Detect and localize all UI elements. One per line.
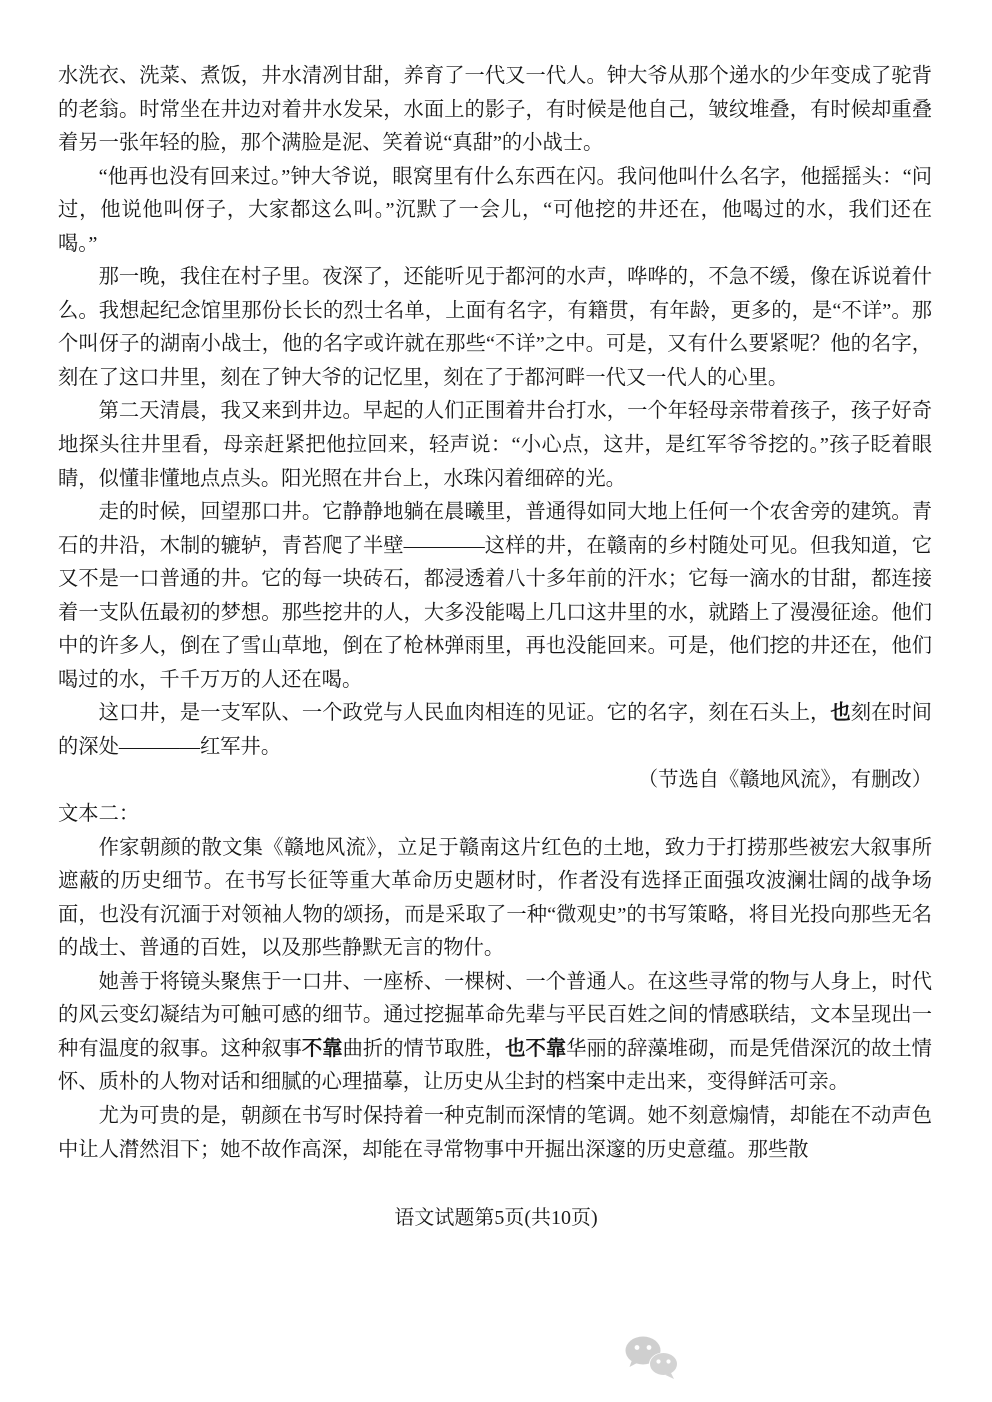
text-run: 刻在时间的深处————红军井。 (58, 702, 932, 758)
para-commentary-2 (58, 966, 932, 1100)
para-commentary-1 (58, 832, 932, 966)
para-well-5 (58, 496, 932, 697)
para-well-6 (58, 697, 932, 764)
page-footer: 语文试题第5页(共10页) (394, 1207, 598, 1229)
emphasis-text: 不靠 (301, 1037, 343, 1060)
text-run: 她善于将镜头聚焦于一口井、一座桥、一棵树、一个普通人。在这些寻常的物与人身上，时代的风云变幻凝结为可触可感的细节。通过挖掘革命先辈与平民百姓之间的情感联结，文本呈现出一种有温度的叙事。这种叙事 (58, 970, 932, 1060)
emphasis-text: 也不靠 (505, 1037, 567, 1060)
text-run: 走的时候，回望那口井。它静静地躺在晨曦里，普通得如同大地上任何一个农舍旁的建筑。青石的井沿，木制的辘轳，青苔爬了半壁————这样的井，在赣南的乡村随处可见。但我知道，它又不是一口普通的井。它的每一块砖石，都浸透着八十多年前的汗水；它每一滴水的甘甜，都连接着一支队伍最初的梦想。那些挖井的人，大多没能喝上几口这井里的水，就踏上了漫漫征途。他们中的许多人，倒在了雪山草地，倒在了枪林弹雨里，再也没能回来。可是，他们挖的井还在，他们喝过的水，千千万万的人还在喝。 (58, 501, 932, 691)
para-well-1 (58, 60, 932, 161)
para-commentary-3 (58, 1100, 932, 1167)
text-run: 曲折的情节取胜， (342, 1037, 506, 1060)
attribution-line (58, 764, 932, 798)
para-well-3 (58, 261, 932, 395)
para-well-2 (58, 161, 932, 262)
text-run: 这口井，是一支军队、一个政党与人民血肉相连的见证。它的名字，刻在石头上， (98, 702, 831, 725)
text-run: （节选自《赣地风流》，有删改） (637, 769, 932, 792)
text-run: 作家朝颜的散文集《赣地风流》，立足于赣南这片红色的土地，致力于打捞那些被宏大叙事所遮蔽的历史细节。在书写长征等重大革命历史题材时，作者没有选择正面强攻波澜壮阔的战争场面，也没有沉湎于对领袖人物的颂扬，而是采取了一种“微观史”的书写策略，将目光投向那些无名的战士、普通的百姓，以及那些静默无言的物什。 (58, 836, 932, 960)
text-run: 华丽的辞藻堆砌，而是凭借深沉的故土情怀、质朴的人物对话和细腻的心理描摹，让历史从尘封的档案中走出来，变得鲜活可亲。 (58, 1037, 932, 1094)
text-run: 尤为可贵的是，朝颜在书写时保持着一种克制而深情的笔调。她不刻意煽情，却能在不动声色中让人潸然泪下；她不故作高深，却能在寻常物事中开掘出深邃的历史意蕴。那些散 (58, 1104, 932, 1161)
text-run: 水洗衣、洗菜、煮饭，井水清冽甘甜，养育了一代又一代人。钟大爷从那个递水的少年变成了驼背的老翁。时常坐在井边对着井水发呆，水面上的影子，有时候是他自己，皱纹堆叠，有时候却重叠着另一张年轻的脸，那个满脸是泥、笑着说“真甜”的小战士。 (58, 65, 932, 155)
text-run: “他再也没有回来过。”钟大爷说，眼窝里有什么东西在闪。我问他叫什么名字，他摇摇头：“问过，他说他叫伢子，大家都这么叫。”沉默了一会儿，“可他挖的井还在，他喝过的水，我们还在喝。” (58, 165, 932, 255)
emphasis-text: 也 (830, 702, 851, 725)
passage-container (58, 60, 932, 1167)
text-run: 文本二： (58, 803, 140, 826)
text-two-label (58, 798, 932, 832)
text-run: 那一晚，我住在村子里。夜深了，还能听见于都河的水声，哗哗的，不急不缓，像在诉说着什么。我想起纪念馆里那份长长的烈士名单，上面有名字，有籍贯，有年龄，更多的，是“不详”。那个叫伢子的湖南小战士，他的名字或许就在那些“不详”之中。可是，又有什么要紧呢？他的名字，刻在了这口井里，刻在了钟大爷的记忆里，刻在了于都河畔一代又一代人的心里。 (58, 266, 932, 389)
text-run: 第二天清晨，我又来到井边。早起的人们正围着井台打水，一个年轻母亲带着孩子，孩子好奇地探头往井里看，母亲赶紧把他拉回来，轻声说：“小心点，这井，是红军爷爷挖的。”孩子眨着眼睛，似懂非懂地点点头。阳光照在井台上，水珠闪着细碎的光。 (58, 400, 932, 490)
wechat-icon (618, 1333, 686, 1383)
para-well-4 (58, 395, 932, 496)
